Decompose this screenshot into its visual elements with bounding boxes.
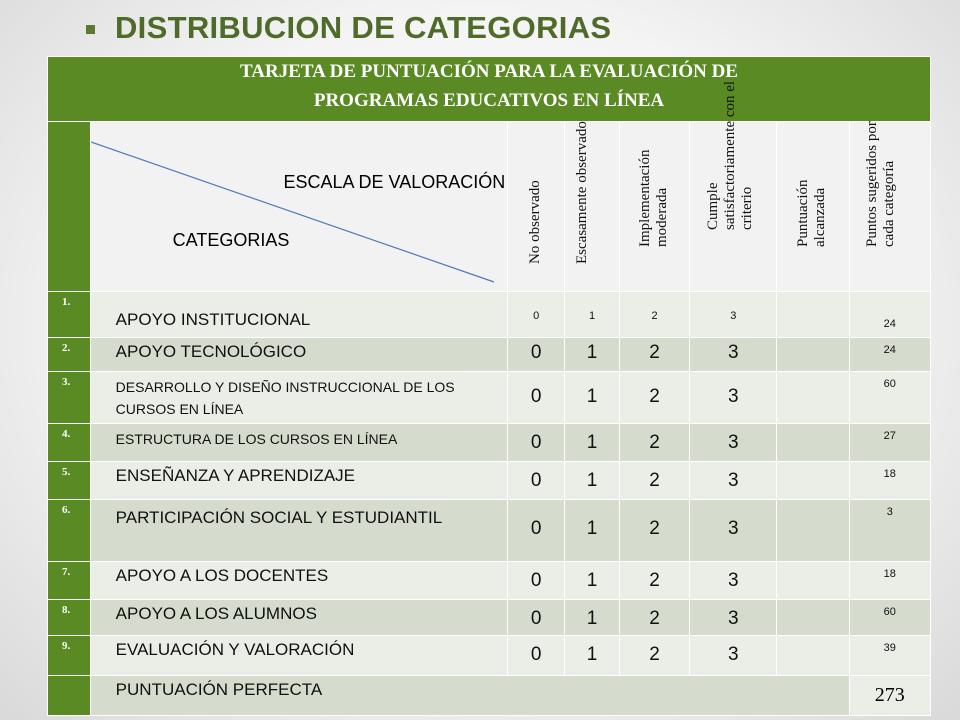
table-title-line2: PROGRAMAS EDUCATIVOS EN LÍNEA bbox=[313, 90, 665, 111]
row-number: 7. bbox=[48, 562, 91, 600]
row-number: 5. bbox=[48, 462, 91, 500]
score-0: 0 bbox=[508, 462, 565, 500]
col-header-label: Escasamente observado bbox=[574, 121, 591, 264]
score-1: 1 bbox=[565, 338, 620, 372]
col-header-label: No observado bbox=[527, 180, 544, 264]
suggested-points: 60 bbox=[849, 372, 930, 424]
suggested-points: 39 bbox=[849, 636, 930, 676]
table-row bbox=[48, 424, 931, 462]
score-0: 0 bbox=[508, 636, 565, 676]
achieved-cell[interactable] bbox=[777, 636, 849, 676]
row-number: 2. bbox=[48, 338, 91, 372]
row-category: PARTICIPACIÓN SOCIAL Y ESTUDIANTIL bbox=[90, 500, 508, 562]
col-header-implementacion bbox=[620, 122, 690, 292]
score-1: 1 bbox=[565, 372, 620, 424]
score-3: 3 bbox=[690, 338, 777, 372]
score-1: 1 bbox=[565, 292, 620, 338]
suggested-points: 18 bbox=[849, 562, 930, 600]
achieved-cell[interactable] bbox=[777, 338, 849, 372]
column-header-row bbox=[48, 122, 931, 292]
score-3: 3 bbox=[690, 424, 777, 462]
row-number: 8. bbox=[48, 600, 91, 636]
score-2: 2 bbox=[620, 424, 690, 462]
score-0: 0 bbox=[508, 338, 565, 372]
suggested-points: 60 bbox=[849, 600, 930, 636]
row-category: APOYO A LOS ALUMNOS bbox=[90, 600, 508, 636]
row-category: APOYO A LOS DOCENTES bbox=[90, 562, 508, 600]
table-title-line1: TARJETA DE PUNTUACIÓN PARA LA EVALUACIÓN DE bbox=[240, 61, 738, 82]
col-header-label: Implementación moderada bbox=[636, 149, 670, 247]
col-header-label: Cumple satisfactoriamente con el criterio bbox=[705, 80, 756, 230]
score-3: 3 bbox=[690, 292, 777, 338]
score-1: 1 bbox=[565, 636, 620, 676]
score-0: 0 bbox=[508, 424, 565, 462]
row-number: 9. bbox=[48, 636, 91, 676]
score-3: 3 bbox=[690, 562, 777, 600]
table-row bbox=[48, 500, 931, 562]
diagonal-line bbox=[91, 122, 502, 287]
table-row bbox=[48, 562, 931, 600]
suggested-points: 24 bbox=[849, 338, 930, 372]
col-header-label: Puntos sugeridos por cada categoría bbox=[863, 121, 897, 247]
score-2: 2 bbox=[620, 372, 690, 424]
bullet-square-icon bbox=[86, 25, 95, 34]
table-row bbox=[48, 600, 931, 636]
suggested-points: 18 bbox=[849, 462, 930, 500]
scale-header-cell bbox=[90, 122, 508, 292]
score-3: 3 bbox=[690, 372, 777, 424]
score-1: 1 bbox=[565, 562, 620, 600]
table-row bbox=[48, 462, 931, 500]
row-category: APOYO INSTITUCIONAL bbox=[90, 292, 508, 338]
score-2: 2 bbox=[620, 462, 690, 500]
scale-label: ESCALA DE VALORACIÓN bbox=[283, 172, 506, 192]
score-2: 2 bbox=[620, 562, 690, 600]
col-header-puntuacion bbox=[777, 122, 849, 292]
score-0: 0 bbox=[508, 562, 565, 600]
col-header-cumple bbox=[690, 80, 777, 292]
slide-title-text: DISTRIBUCION DE CATEGORIAS bbox=[115, 10, 612, 45]
total-value: 273 bbox=[849, 676, 930, 716]
categories-label: CATEGORIAS bbox=[172, 230, 290, 250]
achieved-cell[interactable] bbox=[777, 292, 849, 338]
row-number: 3. bbox=[48, 372, 91, 424]
achieved-cell[interactable] bbox=[777, 600, 849, 636]
row-category: ESTRUCTURA DE LOS CURSOS EN LÍNEA bbox=[90, 424, 508, 462]
col-header-no-observado bbox=[508, 122, 565, 292]
row-category: EVALUACIÓN Y VALORACIÓN bbox=[90, 636, 508, 676]
row-category: APOYO TECNOLÓGICO bbox=[90, 338, 508, 372]
score-3: 3 bbox=[690, 462, 777, 500]
score-1: 1 bbox=[565, 500, 620, 562]
achieved-cell[interactable] bbox=[777, 462, 849, 500]
suggested-points: 27 bbox=[849, 424, 930, 462]
score-1: 1 bbox=[565, 424, 620, 462]
score-1: 1 bbox=[565, 462, 620, 500]
table-row bbox=[48, 292, 931, 338]
col-header-puntos-sugeridos bbox=[849, 122, 930, 292]
score-2: 2 bbox=[620, 338, 690, 372]
achieved-cell[interactable] bbox=[777, 562, 849, 600]
score-0: 0 bbox=[508, 500, 565, 562]
slide-title bbox=[86, 8, 611, 48]
row-category: ENSEÑANZA Y APRENDIZAJE bbox=[90, 462, 508, 500]
score-1: 1 bbox=[565, 600, 620, 636]
achieved-cell[interactable] bbox=[777, 372, 849, 424]
col-header-escasamente bbox=[565, 122, 620, 292]
score-2: 2 bbox=[620, 292, 690, 338]
total-label: PUNTUACIÓN PERFECTA bbox=[90, 676, 849, 716]
suggested-points: 3 bbox=[849, 500, 930, 562]
total-row-number-cell bbox=[48, 676, 91, 716]
score-3: 3 bbox=[690, 636, 777, 676]
suggested-points: 24 bbox=[849, 292, 930, 338]
col-header-label: Puntuación alcanzada bbox=[795, 179, 829, 247]
num-header-cell bbox=[48, 122, 91, 292]
total-row bbox=[48, 676, 931, 716]
score-3: 3 bbox=[690, 600, 777, 636]
row-number: 1. bbox=[48, 292, 91, 338]
table-title-row bbox=[48, 57, 931, 122]
table-row bbox=[48, 338, 931, 372]
score-3: 3 bbox=[690, 500, 777, 562]
score-2: 2 bbox=[620, 500, 690, 562]
table-row bbox=[48, 372, 931, 424]
score-0: 0 bbox=[508, 372, 565, 424]
row-category: DESARROLLO Y DISEÑO INSTRUCCIONAL DE LOS CURSOS EN LÍNEA bbox=[90, 372, 508, 424]
row-number: 4. bbox=[48, 424, 91, 462]
table-title bbox=[48, 57, 931, 122]
table-row bbox=[48, 636, 931, 676]
score-2: 2 bbox=[620, 636, 690, 676]
achieved-cell[interactable] bbox=[777, 500, 849, 562]
score-0: 0 bbox=[508, 292, 565, 338]
row-number: 6. bbox=[48, 500, 91, 562]
score-2: 2 bbox=[620, 600, 690, 636]
score-0: 0 bbox=[508, 600, 565, 636]
scorecard-table bbox=[47, 56, 931, 716]
achieved-cell[interactable] bbox=[777, 424, 849, 462]
